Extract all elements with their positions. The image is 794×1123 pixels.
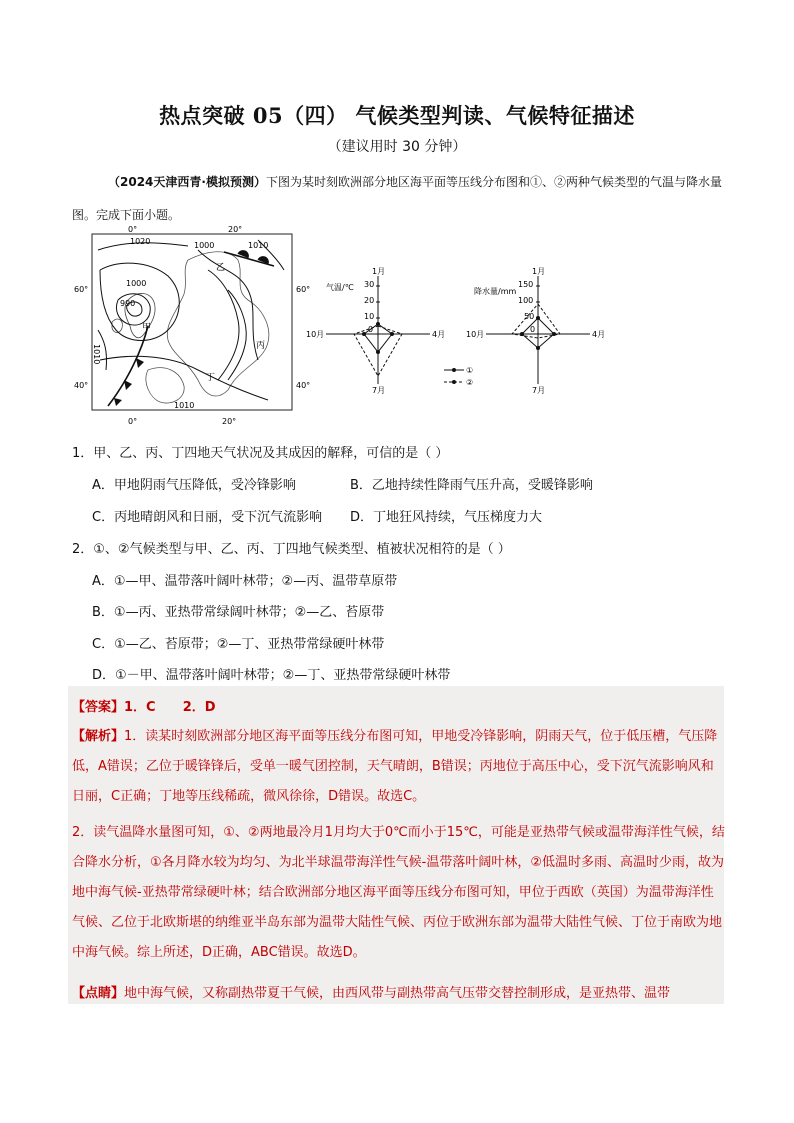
tip-tag: 【点睛】 [72, 986, 125, 1001]
month-label: 4月 [592, 330, 606, 339]
tip-line [72, 982, 670, 1001]
tick-label: 50 [524, 312, 535, 321]
analysis-paragraph-2: 2．读气温降水量图可知，①、②两地最冷月1月均大于0℃而小于15℃，可能是亚热带气候或温带海洋性气候，结合降水分析，①各月降水较为均匀、为北半球温带海洋性气候-温带落叶阔叶林，②低温时多雨、高温时少雨，故为地中海气候-亚热带常绿硬叶林；结合欧洲部分地区海平面等压线分布图可知，甲位于西欧（英国）为温带海洋性气候、乙位于北欧斯堪的纳维亚半岛东部为温带大陆性气候、丙位于欧洲东部为温带大陆性气候、丁位于南欧为地中海气候。综上所述，D正确，ABC错误。故选D。 [72, 825, 725, 960]
legend [444, 366, 473, 387]
lon-label: 20° [228, 225, 243, 234]
q1-option-d: D．丁地狂风持续，气压梯度力大 [350, 510, 543, 525]
lat-label: 60° [74, 285, 89, 294]
intro-source: （2024天津西青·模拟预测） [108, 175, 266, 189]
month-label: 1月 [372, 267, 386, 276]
tick-label: 10 [364, 312, 375, 321]
answer-text: 1．C 2．D [124, 700, 216, 715]
question-1-stem: 1．甲、乙、丙、丁四地天气状况及其成因的解释，可信的是（ ） [72, 446, 449, 461]
month-label: 10月 [466, 330, 485, 339]
figure [74, 225, 608, 430]
isobar-label: 1010 [174, 401, 195, 410]
month-label: 1月 [532, 267, 546, 276]
place-label: 丁 [206, 373, 216, 383]
tick-label: 100 [518, 296, 534, 305]
q1-option-b: B．乙地持续性降雨气压升高，受暖锋影响 [350, 478, 593, 493]
tip-text: 地中海气候，又称副热带夏干气候，由西风带与副热带高气压带交替控制形成，是亚热带、温带 [124, 986, 671, 1001]
tick-label: 150 [518, 280, 534, 289]
q2-option-d: D．①－甲、温带落叶阔叶林带；②—丁、亚热带常绿硬叶林带 [92, 668, 451, 683]
month-label: 4月 [432, 330, 446, 339]
legend-label: ② [466, 378, 474, 387]
analysis-tag: 【解析】 [72, 729, 125, 744]
temperature-chart [306, 267, 445, 395]
answer-tag: 【答案】 [72, 700, 125, 715]
analysis-text-1: 1．读某时刻欧洲部分地区海平面等压线分布图可知，甲地受冷锋影响，阴雨天气，位于低压槽，气压降低，A错误；乙位于暖锋锋后，受单一暖气团控制，天气晴朗，B错误；丙地位于高压中心，受下沉气流影响风和日丽，C正确；丁地等压线稀疏，微风徐徐，D错误。故选C。 [72, 729, 718, 804]
lon-label: 0° [128, 225, 138, 234]
month-label: 7月 [532, 386, 546, 395]
q1-option-a: A．甲地阴雨气压降低，受冷锋影响 [92, 478, 296, 493]
intro-paragraph [72, 166, 732, 232]
isobar-label: 990 [120, 299, 136, 308]
analysis-paragraph-1 [72, 722, 726, 812]
time-hint: （建议用时 30 分钟） [327, 139, 467, 155]
lat-label: 40° [74, 381, 89, 390]
place-label: 甲 [142, 323, 152, 333]
lon-label: 20° [222, 417, 237, 426]
question-2-stem: 2．①、②气候类型与甲、乙、丙、丁四地气候类型、植被状况相符的是（ ） [72, 542, 511, 557]
q1-option-c: C．丙地晴朗风和日丽，受下沉气流影响 [92, 510, 323, 525]
precipitation-chart [466, 267, 605, 395]
chart-unit-label: 降水量/mm [474, 287, 517, 296]
page-title: 热点突破 05（四） 气候类型判读、气候特征描述 [159, 103, 635, 128]
legend-label: ① [466, 366, 474, 375]
answer-line [72, 696, 216, 715]
intro-text: 下图为某时刻欧洲部分地区海平面等压线分布图和①、②两种气候类型的气温与降水量图。完成下面小题。 [72, 175, 722, 222]
q2-option-c: C．①—乙、苔原带；②—丁、亚热带常绿硬叶林带 [92, 637, 385, 652]
isobar-label: 1010 [248, 241, 269, 250]
tick-label: 0 [530, 325, 536, 334]
isobar-label: 1000 [194, 241, 215, 250]
month-label: 10月 [306, 330, 325, 339]
isobar-label: 1000 [126, 279, 147, 288]
isobar-label: 1010 [92, 344, 101, 365]
tick-label: 30 [364, 280, 375, 289]
lon-label: 0° [128, 417, 138, 426]
isobar-label: 1020 [130, 237, 151, 246]
place-label: 乙 [216, 263, 226, 273]
tick-label: 0 [368, 325, 374, 334]
q2-option-a: A．①—甲、温带落叶阔叶林带；②—丙、温带草原带 [92, 574, 398, 589]
chart-unit-label: 气温/℃ [326, 283, 354, 292]
tick-label: 20 [364, 296, 375, 305]
month-label: 7月 [372, 386, 386, 395]
lat-label: 40° [296, 381, 311, 390]
q2-option-b: B．①—丙、亚热带常绿阔叶林带；②—乙、苔原带 [92, 605, 385, 620]
isobar-map [74, 225, 310, 426]
lat-label: 60° [296, 285, 311, 294]
place-label: 丙 [256, 341, 266, 351]
